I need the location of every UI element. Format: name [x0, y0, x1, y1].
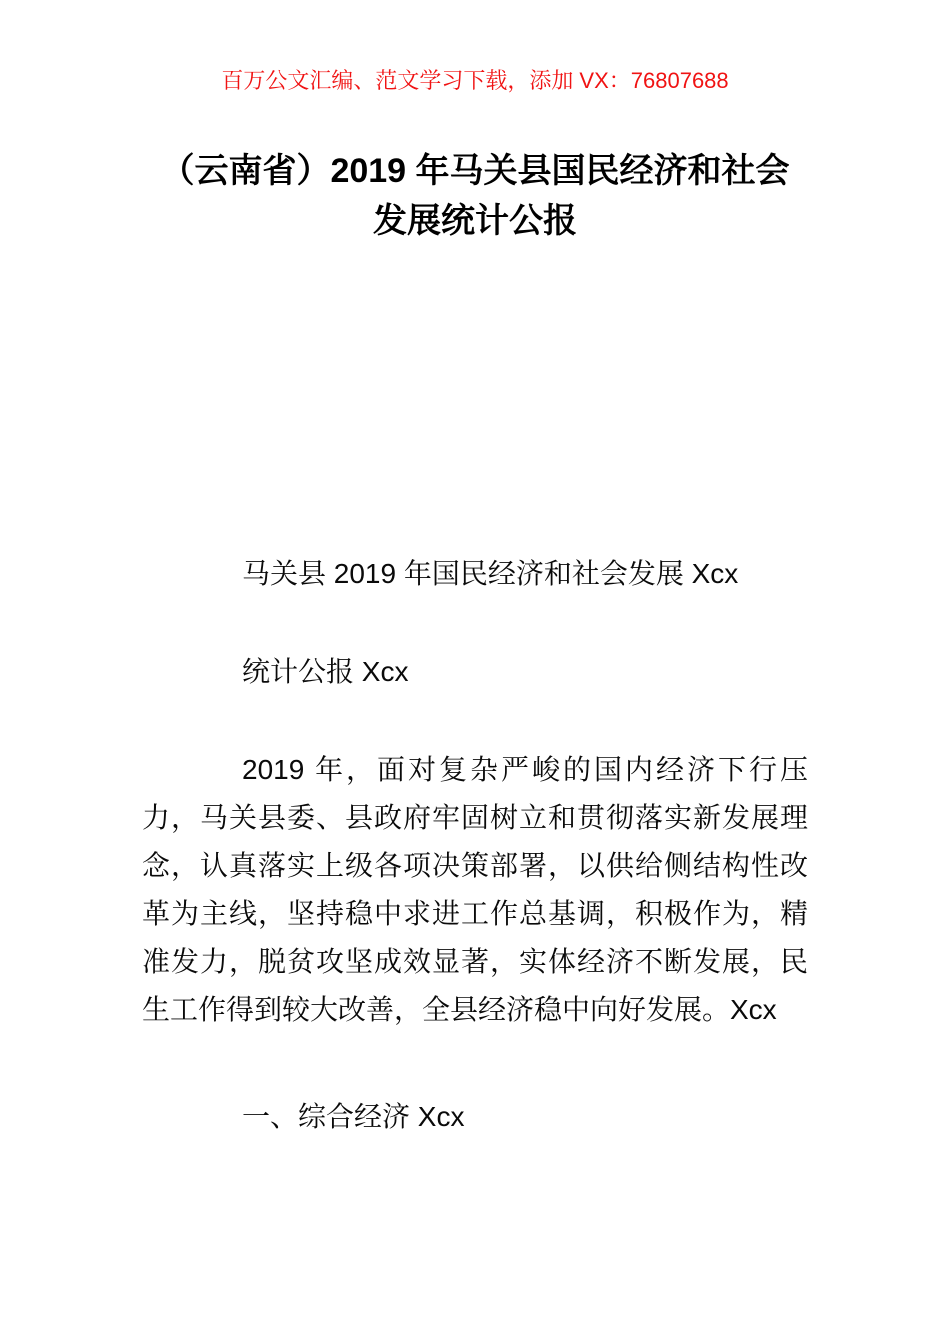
paragraph-body: 2019 年，面对复杂严峻的国内经济下行压力，马关县委、县政府牢固树立和贯彻落实新发展理念，认真落实上级各项决策部署，以供给侧结构性改革为主线，坚持稳中求进工作总基调，积极作为，精准发力，脱贫攻坚成效显著，实体经济不断发展，民生工作得到较大改善，全县经济稳中向好发展。Xcx [142, 754, 808, 1025]
paragraph-subtitle-1: 马关县 2019 年国民经济和社会发展 Xcx [242, 558, 739, 589]
paragraph-subtitle-2: 统计公报 Xcx [242, 656, 409, 687]
paragraph-section-heading: 一、综合经济 Xcx [242, 1101, 465, 1132]
document-title-line-2: 发展统计公报 [373, 202, 577, 240]
document-title [75, 146, 875, 246]
promo-banner-text: 百万公文汇编、范文学习下载，添加 VX：76807688 [221, 68, 729, 93]
document-title-line-1: （云南省）2019 年马关县国民经济和社会 [160, 152, 790, 190]
